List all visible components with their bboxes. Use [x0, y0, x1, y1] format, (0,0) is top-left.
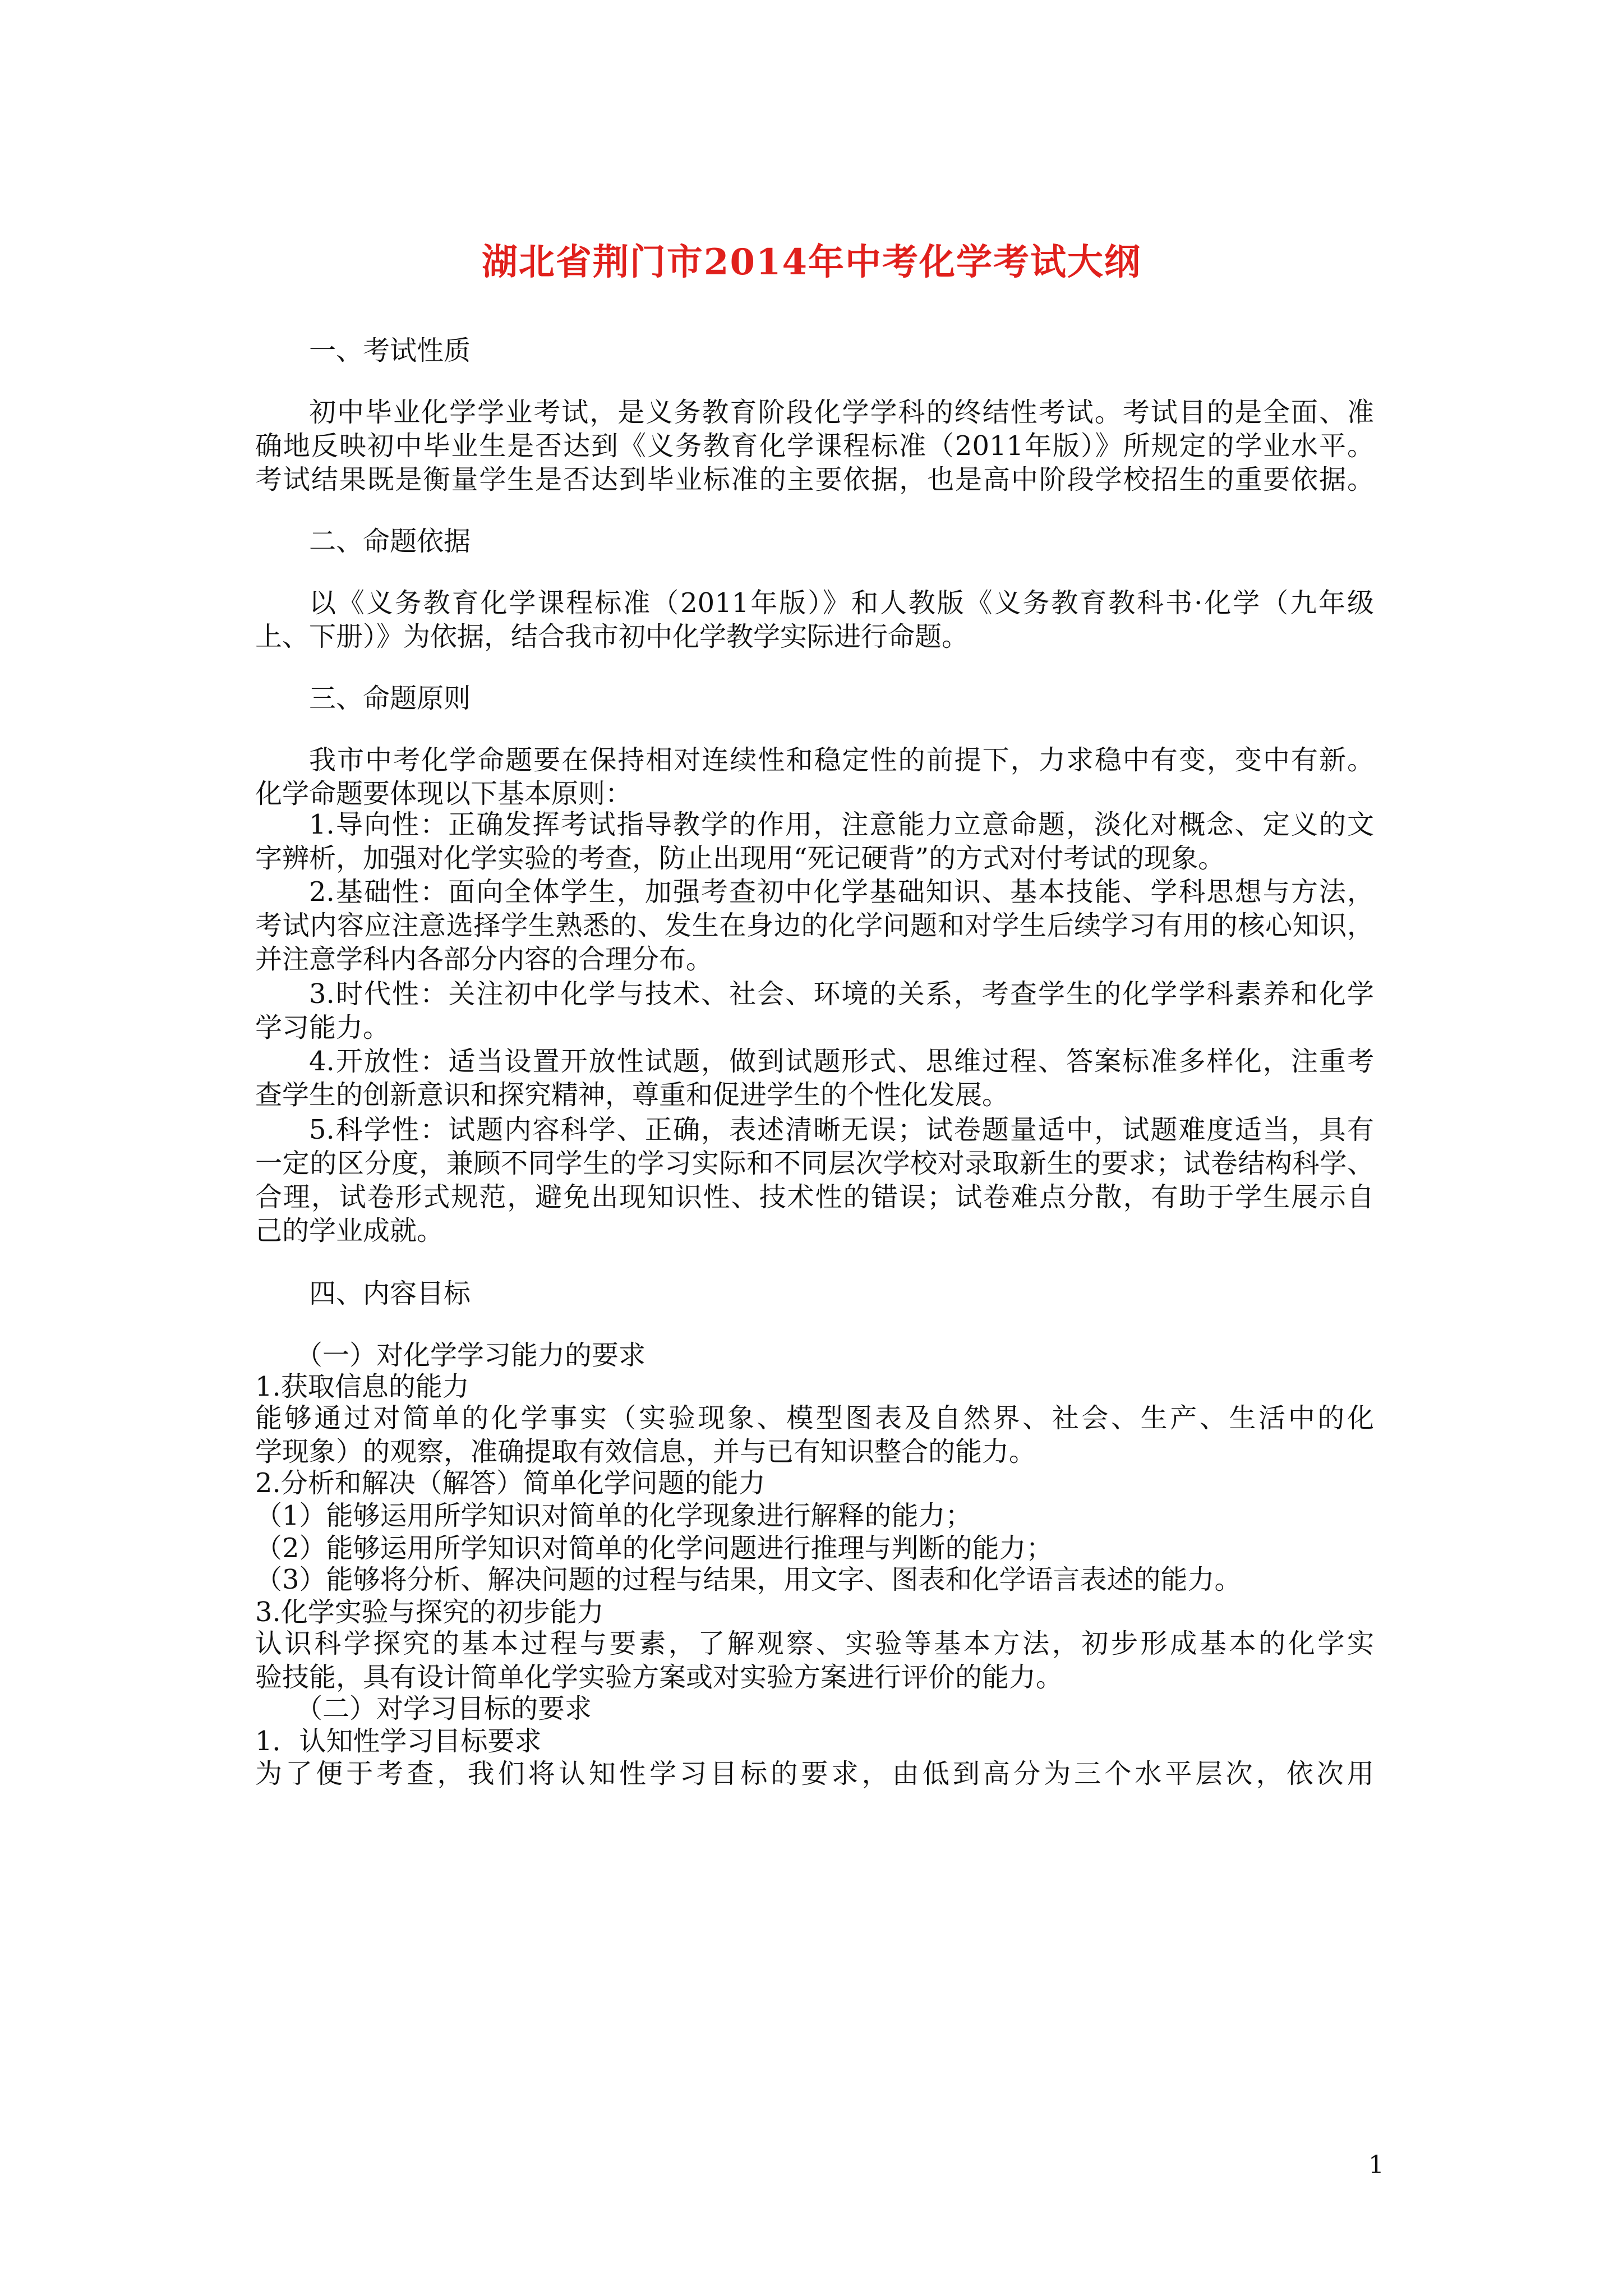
text-line: （1）能够运用所学知识对简单的化学现象进行解释的能力；: [255, 1500, 972, 1531]
text-line: 为了便于考查，我们将认知性学习目标的要求，由低到高分为三个水平层次，依次用: [255, 1758, 1374, 1789]
text-line: 一、考试性质: [309, 335, 471, 366]
text-line: 字辨析，加强对化学实验的考查，防止出现用“死记硬背”的方式对付考试的现象。: [255, 843, 1225, 874]
page-number: 1: [1368, 2151, 1384, 2179]
text-line: 1．认知性学习目标要求: [255, 1726, 542, 1757]
text-line: 认识科学探究的基本过程与要素，了解观察、实验等基本方法，初步形成基本的化学实: [255, 1628, 1374, 1659]
text-line: 1.获取信息的能力: [255, 1371, 469, 1402]
text-line: 考试结果既是衡量学生是否达到毕业标准的主要依据，也是高中阶段学校招生的重要依据。: [255, 464, 1374, 495]
text-line: 初中毕业化学学业考试，是义务教育阶段化学学科的终结性考试。考试目的是全面、准: [309, 397, 1374, 428]
text-line: 上、下册）》为依据，结合我市初中化学教学实际进行命题。: [255, 621, 969, 652]
text-line: 合理，试卷形式规范，避免出现知识性、技术性的错误；试卷难点分散，有助于学生展示自: [255, 1181, 1374, 1213]
text-line: 二、命题依据: [309, 526, 471, 557]
text-line: 能够通过对简单的化学事实（实验现象、模型图表及自然界、社会、生产、生活中的化: [255, 1402, 1374, 1434]
text-line: （一）对化学学习能力的要求: [296, 1340, 646, 1371]
text-line: 三、命题原则: [309, 683, 471, 714]
text-line: 化学命题要体现以下基本原则：: [255, 778, 633, 809]
text-line: 考试内容应注意选择学生熟悉的、发生在身边的化学问题和对学生后续学习有用的核心知识，: [255, 910, 1374, 941]
text-line: （3）能够将分析、解决问题的过程与结果，用文字、图表和化学语言表述的能力。: [255, 1564, 1242, 1595]
text-line: 学现象）的观察，准确提取有效信息，并与已有知识整合的能力。: [255, 1436, 1036, 1467]
document-title: 湖北省荆门市2014年中考化学考试大纲: [481, 241, 1142, 283]
text-line: 2.分析和解决（解答）简单化学问题的能力: [255, 1467, 766, 1499]
text-line: 3.时代性：关注初中化学与技术、社会、环境的关系，考查学生的化学学科素养和化学: [309, 978, 1374, 1010]
text-line: 学习能力。: [255, 1012, 390, 1043]
text-line: 己的学业成就。: [255, 1215, 444, 1246]
text-line: 2.基础性：面向全体学生，加强考查初中化学基础知识、基本技能、学科思想与方法，: [309, 876, 1374, 908]
text-line: 并注意学科内各部分内容的合理分布。: [255, 944, 713, 975]
text-line: （二）对学习目标的要求: [296, 1693, 592, 1724]
text-line: 以《义务教育化学课程标准（2011年版）》和人教版《义务教育教科书·化学（九年级: [309, 587, 1374, 619]
text-line: 查学生的创新意识和探究精神，尊重和促进学生的个性化发展。: [255, 1079, 1009, 1111]
text-line: 我市中考化学命题要在保持相对连续性和稳定性的前提下，力求稳中有变，变中有新。: [309, 744, 1374, 776]
text-line: 四、内容目标: [309, 1278, 471, 1309]
text-line: 确地反映初中毕业生是否达到《义务教育化学课程标准（2011年版）》所规定的学业水平。: [255, 430, 1374, 462]
text-line: 验技能，具有设计简单化学实验方案或对实验方案进行评价的能力。: [255, 1662, 1063, 1693]
text-line: 1.导向性：正确发挥考试指导教学的作用，注意能力立意命题，淡化对概念、定义的文: [309, 809, 1374, 840]
text-line: （2）能够运用所学知识对简单的化学问题进行推理与判断的能力；: [255, 1533, 1053, 1564]
text-line: 3.化学实验与探究的初步能力: [255, 1596, 604, 1628]
text-line: 5.科学性：试题内容科学、正确，表述清晰无误；试卷题量适中，试题难度适当，具有: [309, 1114, 1374, 1145]
text-line: 4.开放性：适当设置开放性试题，做到试题形式、思维过程、答案标准多样化，注重考: [309, 1046, 1374, 1077]
text-line: 一定的区分度，兼顾不同学生的学习实际和不同层次学校对录取新生的要求；试卷结构科学、: [255, 1148, 1374, 1179]
